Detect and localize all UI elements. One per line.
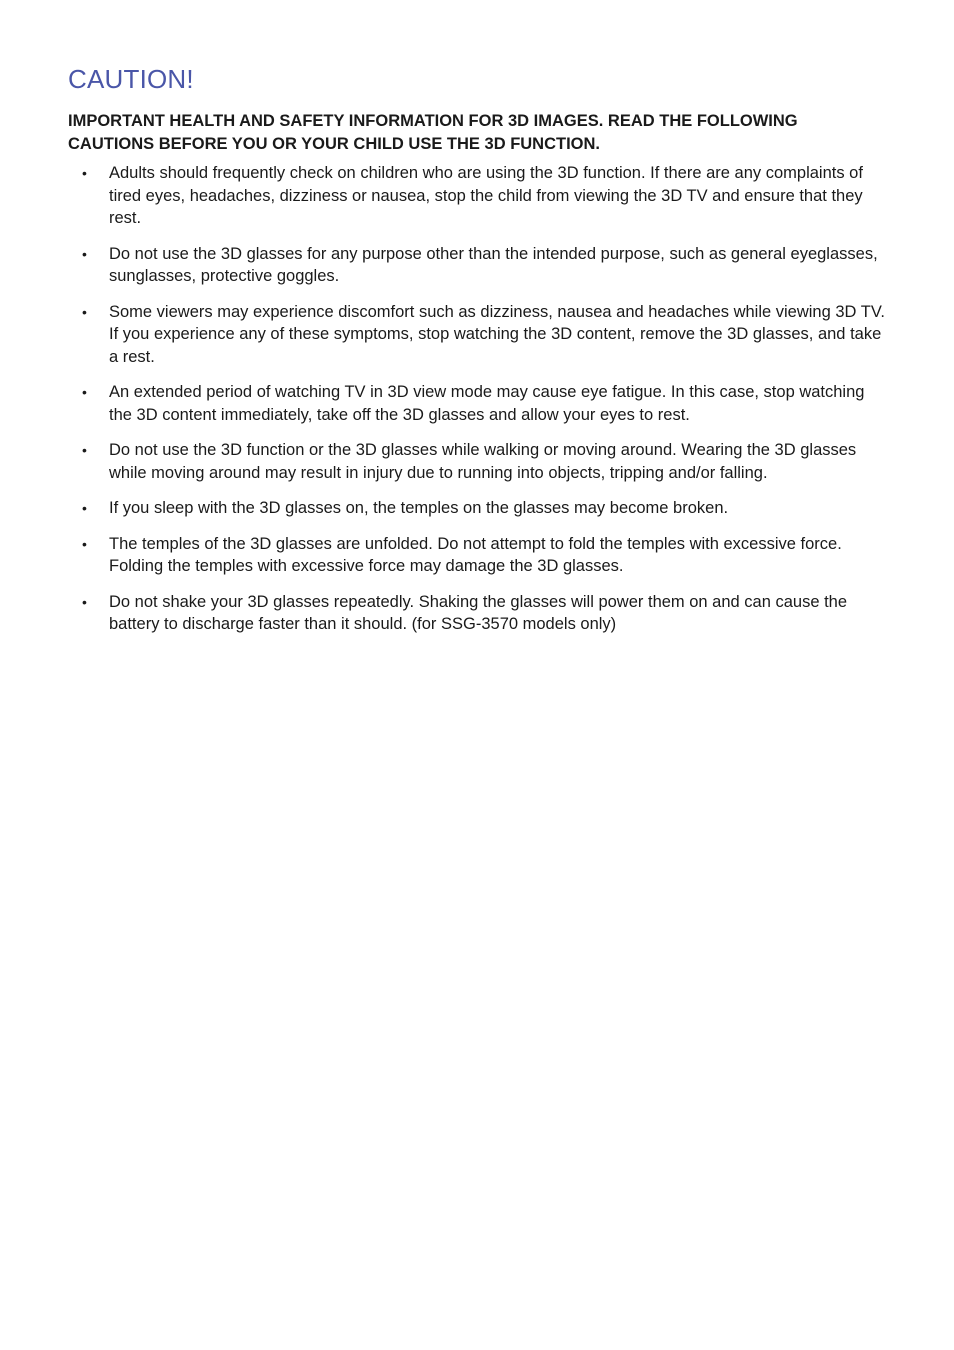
safety-intro: IMPORTANT HEALTH AND SAFETY INFORMATION FOR 3D IMAGES. READ THE FOLLOWING CAUTIONS BEFORE YOU OR YOUR CHILD USE THE 3D FUNCTION. [68, 112, 798, 153]
bullet-icon: • [82, 245, 87, 262]
bullet-icon: • [82, 303, 87, 320]
caution-list [68, 162, 886, 636]
list-item [68, 533, 889, 578]
list-item-text: Do not use the 3D glasses for any purpose other than the intended purpose, such as general eyeglasses, sunglasses, protective goggles. [109, 244, 878, 285]
list-item-text: Adults should frequently check on children who are using the 3D function. If there are any complaints of tired eyes, headaches, dizziness or nausea, stop the child from viewing the 3D TV and ensure that they rest. [109, 164, 863, 227]
bullet-icon: • [82, 165, 87, 181]
list-item [68, 301, 889, 369]
list-item-text: Do not shake your 3D glasses repeatedly. Shaking the glasses will power them on and can cause the battery to discharge faster than it should. (for SSG-3570 models only) [109, 592, 848, 633]
list-item [68, 497, 889, 520]
bullet-icon: • [82, 500, 87, 516]
bullet-icon: • [82, 593, 87, 610]
list-item-text: If you sleep with the 3D glasses on, the temples on the glasses may become broken. [109, 499, 729, 517]
list-item [68, 162, 889, 230]
bullet-icon: • [82, 384, 87, 400]
bullet-icon: • [82, 442, 87, 458]
bullet-icon: • [82, 535, 87, 552]
list-item-text: Some viewers may experience discomfort such as dizziness, nausea and headaches while viewing 3D TV. If you experience any of these symptoms, stop watching the 3D content, remove the 3D glasses, and take a rest. [109, 302, 885, 366]
list-item [68, 591, 889, 636]
list-item-text: An extended period of watching TV in 3D view mode may cause eye fatigue. In this case, stop watching the 3D content immediately, take off the 3D glasses and allow your eyes to rest. [109, 383, 865, 424]
page-title: CAUTION! [68, 64, 194, 94]
list-item [68, 381, 889, 426]
list-item-text: The temples of the 3D glasses are unfolded. Do not attempt to fold the temples with excessive force. Folding the temples with excessive force may damage the 3D glasses. [109, 534, 842, 575]
list-item-text: Do not use the 3D function or the 3D glasses while walking or moving around. Wearing the 3D glasses while moving around may result in injury due to running into objects, tripping and/or falling. [109, 441, 857, 482]
list-item [68, 243, 889, 288]
list-item [68, 439, 889, 484]
